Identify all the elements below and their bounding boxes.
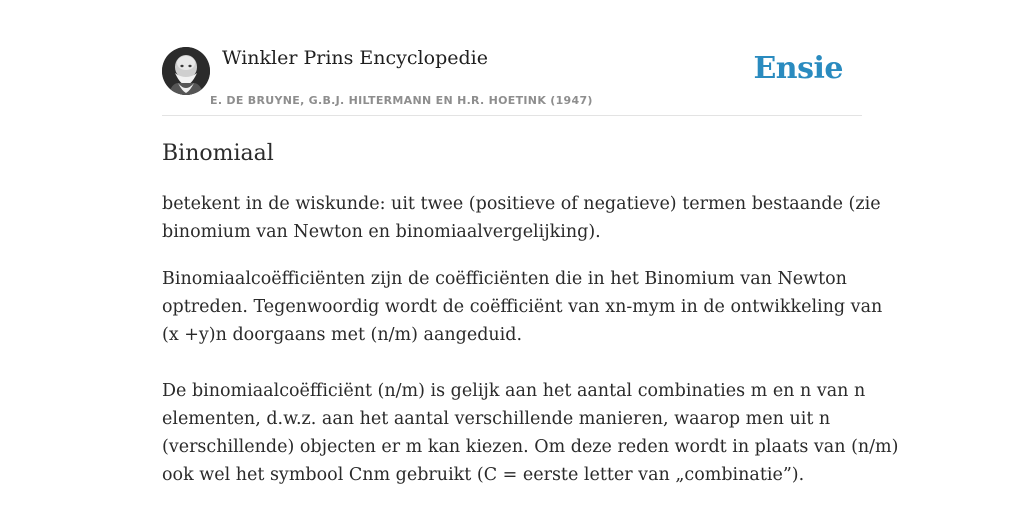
authors-line: E. DE BRUYNE, G.B.J. HILTERMANN EN H.R. HOETINK (1947)	[210, 94, 593, 107]
brand-logo[interactable]: Ensie	[753, 51, 843, 86]
text-line: betekent in de wiskunde: uit twee (positieve of negatieve) termen bestaande (zie	[162, 194, 881, 214]
text-line: De binomiaalcoëfficiënt (n/m) is gelijk aan het aantal combinaties m en n van n	[162, 381, 866, 401]
text-line: ook wel het symbool Cnm gebruikt (C = eerste letter van „combinatie”).	[162, 465, 805, 485]
article-title: Binomiaal	[162, 141, 274, 166]
paragraph-coefficients	[162, 265, 899, 489]
text-line: (verschillende) objecten er m kan kiezen. Om deze reden wordt in plaats van (n/m)	[162, 437, 899, 457]
article	[162, 138, 899, 508]
header	[162, 0, 862, 116]
text-line: elementen, d.w.z. aan het aantal verschillende manieren, waarop men uit n	[162, 409, 831, 429]
text-line: (x +y)n doorgaans met (n/m) aangeduid.	[162, 325, 523, 345]
text-line: Binomiaalcoëfficiënten zijn de coëfficiënten die in het Binomium van Newton	[162, 269, 847, 289]
author-portrait-avatar	[162, 47, 210, 95]
line-break	[162, 349, 862, 377]
site-title[interactable]: Winkler Prins Encyclopedie	[222, 47, 488, 69]
text-line: binomium van Newton en binomiaalvergelijking).	[162, 222, 601, 242]
text-line: optreden. Tegenwoordig wordt de coëfficiënt van xn-mym in de ontwikkeling van	[162, 297, 883, 317]
paragraph-definition	[162, 190, 881, 246]
